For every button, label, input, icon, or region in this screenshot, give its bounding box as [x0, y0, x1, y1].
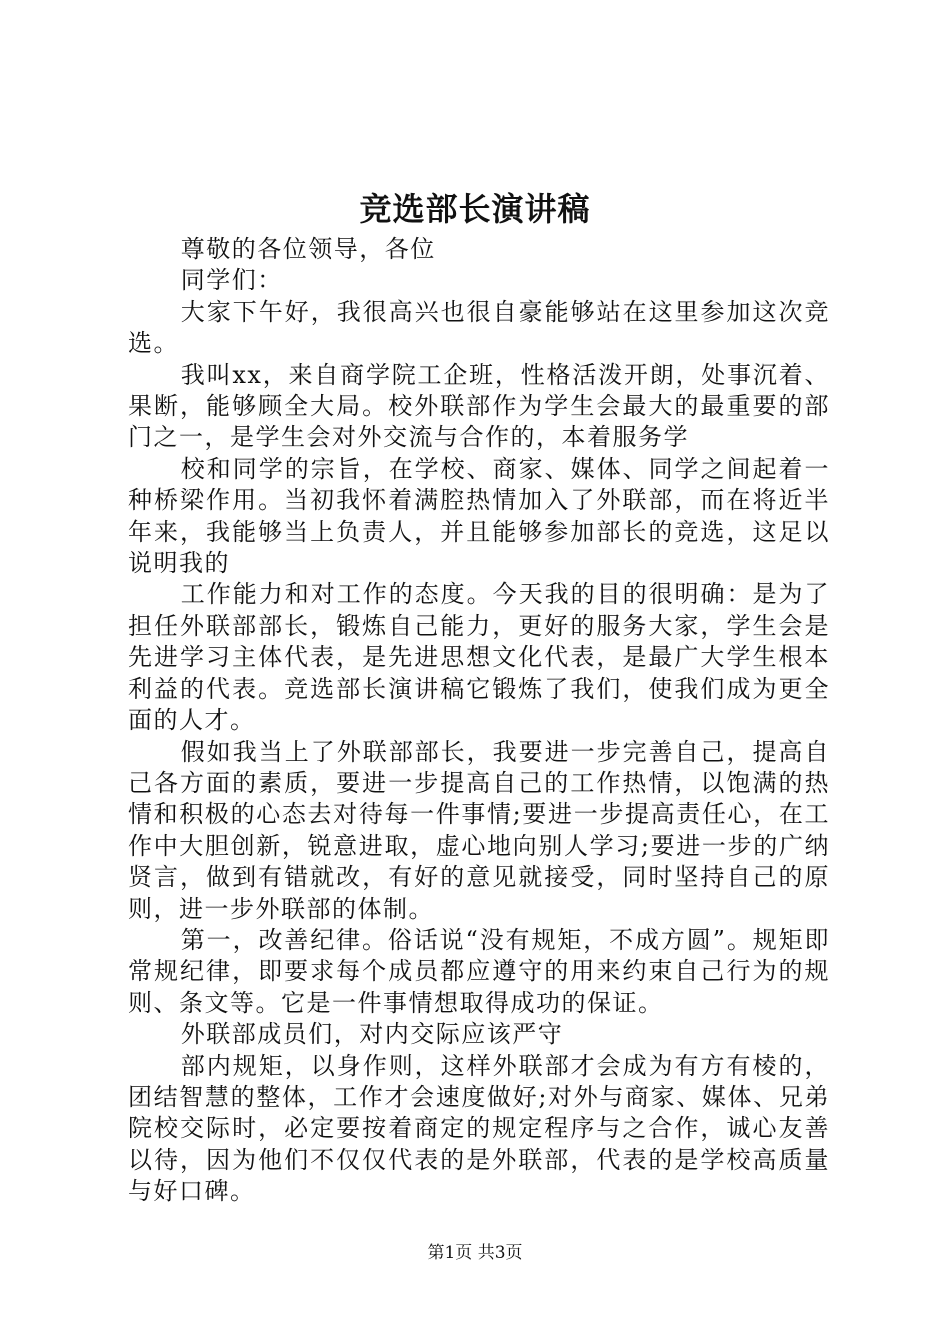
paragraph: 校和同学的宗旨，在学校、商家、媒体、同学之间起着一种桥梁作用。当初我怀着满腔热情加入了外联部，而在将近半年来，我能够当上负责人，并且能够参加部长的竞选，这足以说明我的 — [128, 454, 830, 578]
document-body — [128, 234, 830, 1208]
paragraph: 尊敬的各位领导，各位 — [180, 235, 436, 263]
paragraph: 工作能力和对工作的态度。今天我的目的很明确：是为了担任外联部部长，锻炼自己能力，更好的服务大家，学生会是先进学习主体代表，是先进思想文化代表，是最广大学生根本利益的代表。竞选部长演讲稿它锻炼了我们，使我们成为更全面的人才。 — [128, 580, 830, 735]
paragraph: 外联部成员们，对内交际应该严守 — [180, 1020, 564, 1049]
page-number-footer: 第1页 共3页 — [427, 1243, 523, 1263]
paragraph: 第一，改善纪律。俗话说“没有规矩，不成方圆”。规矩即常规纪律，即要求每个成员都应遵守的用来约束自己行为的规则、条文等。它是一件事情想取得成功的保证。 — [128, 925, 830, 1017]
paragraph: 大家下午好，我很高兴也很自豪能够站在这里参加这次竞选。 — [128, 297, 830, 358]
paragraph: 部内规矩，以身作则，这样外联部才会成为有方有棱的，团结智慧的整体，工作才会速度做好;对外与商家、媒体、兄弟院校交际时，必定要按着商定的规定程序与之合作，诚心友善以待，因为他们不仅仅代表的是外联部，代表的是学校高质量与好口碑。 — [128, 1051, 830, 1206]
document-title: 竞选部长演讲稿 — [359, 190, 591, 228]
paragraph: 假如我当上了外联部部长，我要进一步完善自己，提高自己各方面的素质，要进一步提高自己的工作热情，以饱满的热情和积极的心态去对待每一件事情;要进一步提高责任心，在工作中大胆创新，锐意进取，虚心地向别人学习;要进一步的广纳贤言，做到有错就改，有好的意见就接受，同时坚持自己的原则，进一步外联部的体制。 — [128, 737, 830, 923]
paragraph: 同学们： — [180, 266, 283, 295]
paragraph: 我叫xx，来自商学院工企班，性格活泼开朗，处事沉着、果断，能够顾全大局。校外联部作为学生会最大的最重要的部门之一，是学生会对外交流与合作的，本着服务学 — [128, 360, 830, 452]
